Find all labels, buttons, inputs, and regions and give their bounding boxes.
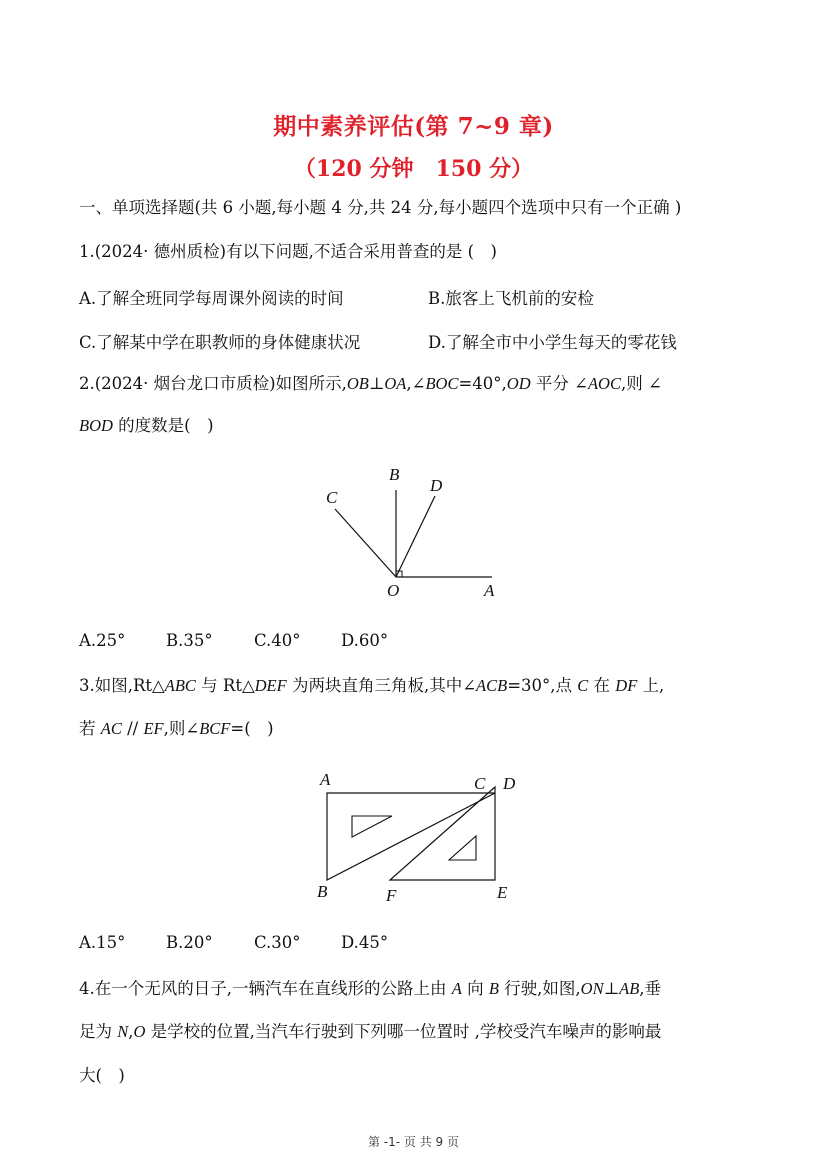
page-title: 期中素养评估(第 7~9 章) [273,113,554,140]
q2-option-a: A.25° [79,631,126,650]
q4-stem-line3: 大( ) [79,1066,125,1085]
label-c: C [326,488,338,507]
triangle-abc-hole [352,816,392,837]
section-heading: 一、单项选择题(共 6 小题,每小题 4 分,共 24 分,每小题四个选项中只有一个正确 ) [79,198,682,217]
q1-option-b: B.旅客上飞机前的安检 [428,289,594,308]
q3-option-a: A.15° [79,933,126,952]
label-a: A [484,581,495,600]
label-f: F [386,886,397,905]
q1-option-c: C.了解某中学在职教师的身体健康状况 [79,333,361,352]
label-d: D [430,476,443,495]
q3-option-c: C.30° [254,933,301,952]
q3-option-b: B.20° [166,933,213,952]
triangle-abc [327,793,495,880]
label-e: E [497,883,508,902]
q2-option-b: B.35° [166,631,213,650]
q3-stem-line2: 若 AC // EF,则∠BCF=( ) [79,719,274,738]
triangle-def [390,787,495,880]
label-b: B [389,465,400,484]
q4-stem-line1: 4.在一个无风的日子,一辆汽车在直线形的公路上由 A 向 B 行驶,如图,ON⊥AB,垂 [79,979,662,998]
label-c: C [474,774,486,793]
triangle-def-hole [449,836,476,860]
label-a: A [320,770,331,789]
q2-stem-line2: BOD 的度数是( ) [79,416,214,435]
ray-od [396,496,435,577]
label-b: B [317,882,328,901]
right-angle-mark [396,571,402,577]
q2-stem-line1: 2.(2024· 烟台龙口市质检)如图所示,OB⊥OA,∠BOC=40°,OD 平分 ∠AOC,则 ∠ [79,374,662,393]
page-subtitle: （120 分钟 150 分） [293,156,534,182]
ray-oc [335,509,396,577]
q3-stem-line1: 3.如图,Rt△ABC 与 Rt△DEF 为两块直角三角板,其中∠ACB=30°,点 C 在 DF 上, [79,676,665,695]
label-d: D [503,774,516,793]
q3-option-d: D.45° [341,933,389,952]
q2-option-c: C.40° [254,631,301,650]
label-o: O [387,581,400,600]
q1-option-d: D.了解全市中小学生每天的零花钱 [428,333,677,352]
q1-stem: 1.(2024· 德州质检)有以下问题,不适合采用普查的是 ( ) [79,242,497,261]
q4-stem-line2: 足为 N,O 是学校的位置,当汽车行驶到下列哪一位置时 ,学校受汽车噪声的影响最 [79,1022,662,1041]
q1-option-a: A.了解全班同学每周课外阅读的时间 [79,289,344,308]
page-footer: 第 -1- 页 共 9 页 [367,1135,459,1149]
q2-option-d: D.60° [341,631,389,650]
